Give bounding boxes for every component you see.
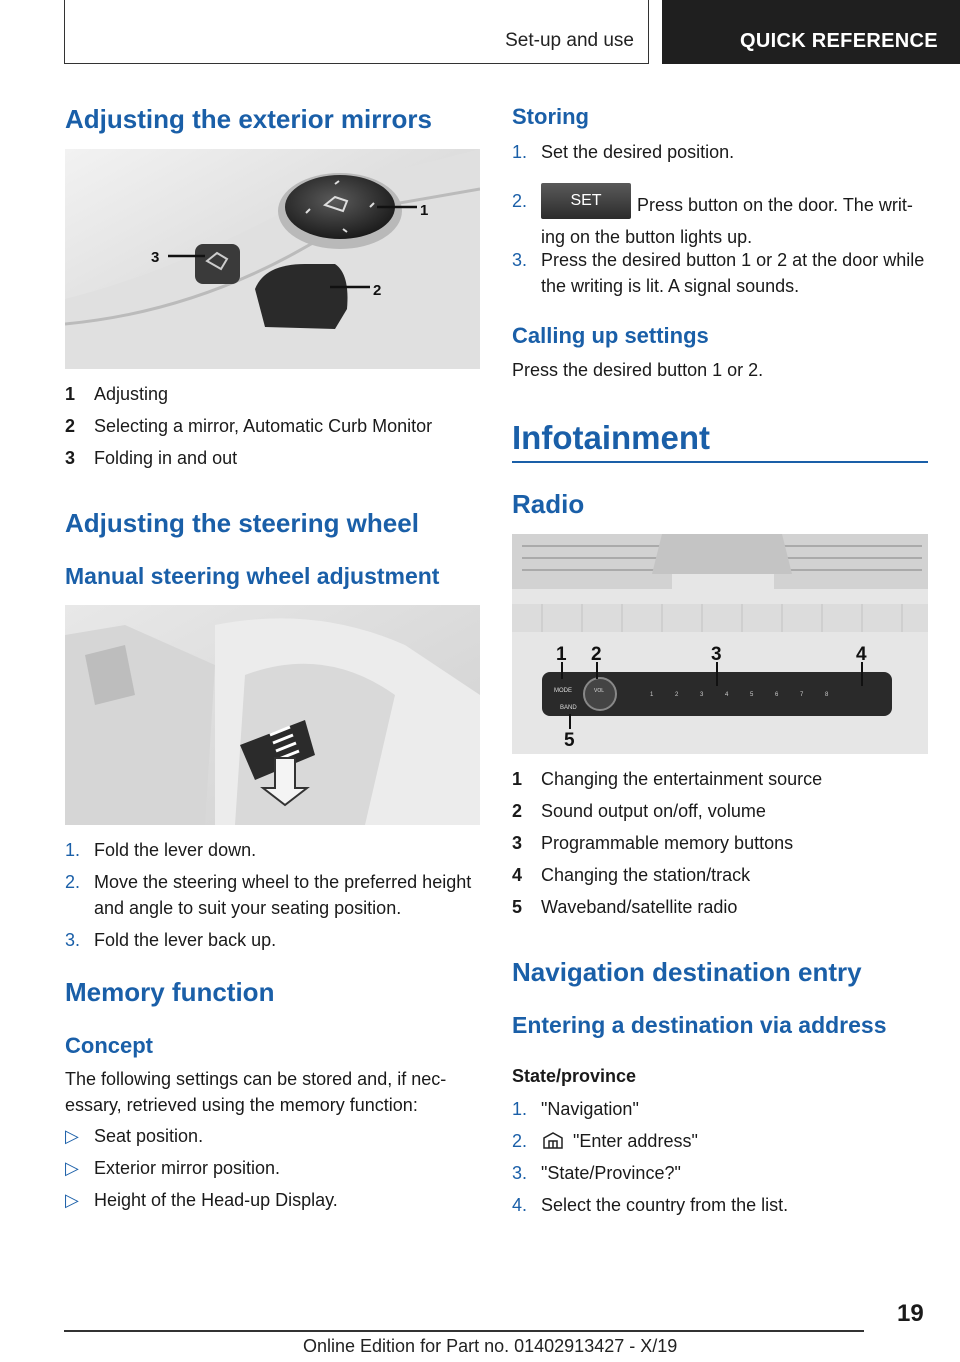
section-title: Set-up and use — [505, 30, 634, 51]
heading-steering-wheel: Adjusting the steering wheel — [65, 508, 419, 538]
list-item: 1. "Navigation" — [512, 1099, 639, 1119]
callout-1: 1 — [420, 202, 429, 219]
preset-number: 7 — [800, 692, 804, 698]
list-item: 2. Move the steering wheel to the preferred height and angle to suit your seating position. — [65, 872, 472, 918]
list-item: 3 Folding in and out — [65, 448, 238, 468]
mirror-controls-image — [65, 149, 480, 369]
footer-divider — [64, 1330, 864, 1332]
list-item: 4 Changing the station/track — [512, 865, 751, 885]
header-box — [64, 0, 649, 64]
heading-exterior-mirrors: Adjusting the exterior mirrors — [65, 104, 432, 134]
chapter-tab: QUICK REFERENCE — [662, 0, 960, 64]
callout-1: 1 — [556, 644, 567, 665]
band-label: BAND — [560, 705, 577, 711]
list-item: 2 Selecting a mirror, Automatic Curb Monitor — [65, 416, 433, 436]
list-item: 4. Select the country from the list. — [512, 1195, 789, 1215]
heading-concept: Concept — [65, 1033, 153, 1058]
map-address-icon — [541, 1130, 565, 1150]
heading-memory-function: Memory function — [65, 977, 275, 1007]
subheading-state: State/province — [512, 1066, 637, 1086]
heading-manual-steering: Manual steering wheel adjustment — [65, 563, 440, 589]
set-button-icon: SET — [541, 183, 631, 219]
radio-panel-image — [512, 534, 928, 754]
preset-number: 6 — [775, 692, 779, 698]
list-item: 3 Programmable memory buttons — [512, 833, 794, 853]
callout-5: 5 — [564, 730, 575, 751]
concept-text: The following settings can be stored and, if necessary, retrieved using the memory function: — [65, 1069, 447, 1115]
heading-radio: Radio — [512, 489, 585, 519]
preset-number: 2 — [675, 692, 679, 698]
preset-number: 5 — [750, 692, 754, 698]
list-item: 3. "State/Province?" — [512, 1163, 681, 1183]
list-item: 3. Fold the lever back up. — [65, 930, 277, 950]
list-item: 2. "Enter address" — [512, 1131, 698, 1151]
list-item: ▷ Exterior mirror position. — [65, 1158, 281, 1178]
heading-storing: Storing — [512, 104, 589, 129]
footer-edition: Online Edition for Part no. 01402913427 - X/19 — [303, 1336, 678, 1356]
heading-destination-address: Entering a destination via address — [512, 1012, 887, 1038]
callout-3: 3 — [151, 249, 160, 266]
preset-number: 4 — [725, 692, 729, 698]
list-item: 2 Sound output on/off, volume — [512, 801, 766, 821]
mode-label: MODE — [554, 688, 572, 694]
list-item: 1 Changing the entertainment source — [512, 769, 823, 789]
page-number: 19 — [897, 1300, 924, 1327]
list-item: 2. SET Press button on the door. The writing on the button lights up. — [512, 188, 928, 250]
callout-4: 4 — [856, 644, 867, 665]
list-item: 3. Press the desired button 1 or 2 at the door while the writing is lit. A signal sounds. — [512, 250, 925, 296]
heading-navigation: Navigation destination entry — [512, 957, 862, 987]
callout-2: 2 — [591, 644, 602, 665]
heading-calling-up: Calling up settings — [512, 323, 709, 348]
heading-infotainment: Infotainment — [512, 419, 710, 456]
list-item: 1 Adjusting — [65, 384, 169, 404]
list-item: ▷ Height of the Head-up Display. — [65, 1190, 338, 1210]
callout-3: 3 — [711, 644, 722, 665]
list-item: 1. Fold the lever down. — [65, 840, 257, 860]
preset-number: 3 — [700, 692, 704, 698]
preset-number: 1 — [650, 692, 654, 698]
vol-label: VOL — [594, 688, 605, 694]
list-item: 5 Waveband/satellite radio — [512, 897, 738, 917]
steering-lever-image — [65, 605, 480, 825]
divider — [512, 461, 928, 463]
list-item: 1. Set the desired position. — [512, 142, 735, 162]
list-item: ▷ Seat position. — [65, 1126, 204, 1146]
calling-text: Press the desired button 1 or 2. — [512, 360, 764, 380]
preset-number: 8 — [825, 692, 829, 698]
callout-2: 2 — [373, 282, 382, 299]
